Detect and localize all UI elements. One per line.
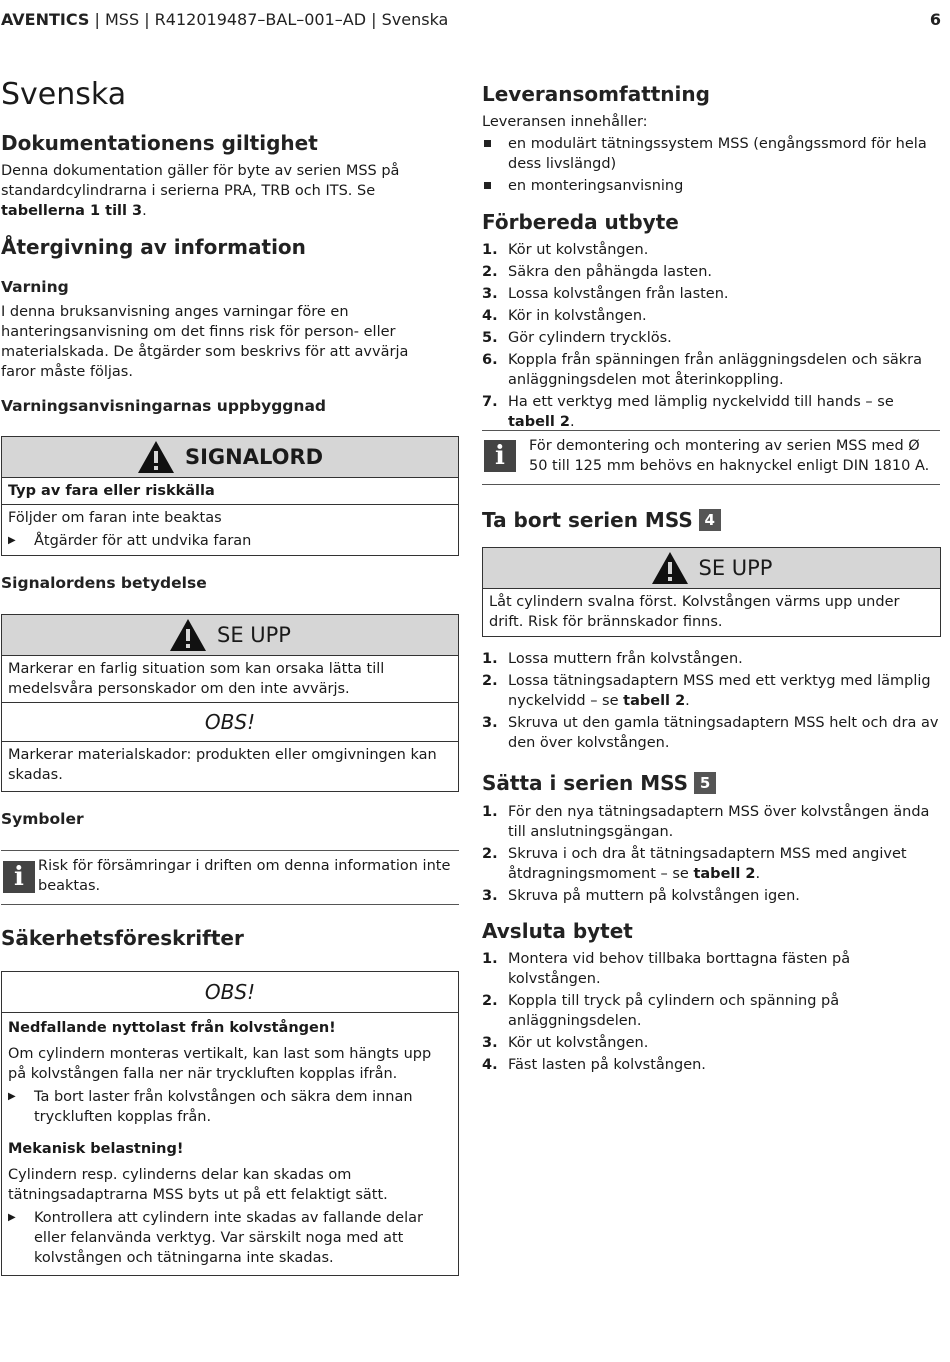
hazard-action: ▶ Åtgärder för att undvika faran <box>8 533 252 549</box>
signalword-label: SIGNALORD <box>184 445 324 469</box>
language-title: Svenska <box>1 77 127 112</box>
page-number: 6 <box>929 10 941 29</box>
list-item: 1. För den nya tätningsadaptern MSS över kolvstången ända till anslutningsgängan. <box>482 804 930 840</box>
insert-heading: Sätta i serien MSS 5 <box>482 770 716 796</box>
finish-steps <box>482 949 940 1077</box>
info-heading: Återgivning av information <box>1 235 306 259</box>
list-item: 1. Montera vid behov tillbaka borttagna fästen på kolvstången. <box>482 951 851 987</box>
safety-a2: ▶ Kontrollera att cylindern inte skadas av fallande delar eller felanvända verktyg. Var särskilt noga med att kolvstången och tätningarna inte skadas. <box>8 1210 423 1266</box>
warning-heading: Varning <box>1 278 69 296</box>
info-icon: i <box>484 440 516 472</box>
arrow-right-icon: ▶ <box>8 535 16 546</box>
signalword-box <box>1 436 459 556</box>
warning-triangle-icon <box>137 440 175 474</box>
list-item: 3. Skruva ut den gamla tätningsadaptern MSS helt och dra av den över kolvstången. <box>482 715 939 751</box>
prepare-steps <box>482 240 940 434</box>
info-icon: i <box>3 861 35 893</box>
list-item: 3. Skruva på muttern på kolvstången igen. <box>482 888 800 904</box>
signalword-bar <box>2 437 458 478</box>
prepare-heading: Förbereda utbyte <box>482 210 679 234</box>
seupp-text: Markerar en farlig situation som kan orsaka lätta till medelsvåra personskador om den inte avvärjs. <box>8 661 385 697</box>
brand-name: AVENTICS <box>1 10 90 29</box>
meaning-heading: Signalordens betydelse <box>1 574 207 592</box>
list-item: 7. Ha ett verktyg med lämplig nyckelvidd till hands – se tabell 2. <box>482 394 894 430</box>
obs-label: OBS! <box>2 703 458 742</box>
safety-h1: Nedfallande nyttolast från kolvstången! <box>8 1020 336 1036</box>
delivery-intro: Leveransen innehåller: <box>482 114 648 130</box>
warning-text: I denna bruksanvisning anges varningar före en hanteringsanvisning om det finns risk för person- eller materialskada. De åtgärder som beskrivs för att avvärja faror måste följas. <box>1 304 409 380</box>
delivery-item: en monteringsanvisning <box>482 176 940 196</box>
list-item: 6. Koppla från spänningen från anläggningsdelen och säkra anläggningsdelen mot återinkoppling. <box>482 352 923 388</box>
remove-warning-box <box>482 547 941 637</box>
prepare-info-text: För demontering och montering av serien MSS med Ø 50 till 125 mm behövs en haknyckel enligt DIN 1810 A. <box>529 438 930 474</box>
finish-heading: Avsluta bytet <box>482 919 633 943</box>
list-item: 4. Kör in kolvstången. <box>482 308 647 324</box>
list-item: 2. Säkra den påhängda lasten. <box>482 264 712 280</box>
symbols-heading: Symboler <box>1 810 84 828</box>
seupp-bar <box>483 548 940 589</box>
page-header <box>1 10 941 30</box>
list-item: 3. Kör ut kolvstången. <box>482 1035 649 1051</box>
list-item: 1. Kör ut kolvstången. <box>482 242 649 258</box>
remove-heading: Ta bort serien MSS 4 <box>482 507 721 533</box>
symbols-text: Risk för försämringar i driften om denna information inte beaktas. <box>38 858 451 894</box>
hazard-type: Typ av fara eller riskkälla <box>8 483 215 499</box>
delivery-item: en modulärt tätningssystem MSS (engångssmord för hela dess livslängd) <box>482 134 940 174</box>
validity-heading: Dokumentationens giltighet <box>1 131 318 155</box>
validity-text: Denna dokumentation gäller för byte av serien MSS på standardcylindrarna i serierna PRA, TRB och ITS. Se tabellerna 1 till 3. <box>1 163 400 219</box>
list-item: 5. Gör cylindern trycklös. <box>482 330 672 346</box>
list-item: 1. Lossa muttern från kolvstången. <box>482 651 743 667</box>
seupp-label: SE UPP <box>217 623 291 647</box>
safety-box <box>1 971 459 1276</box>
safety-a1: ▶ Ta bort laster från kolvstången och säkra dem innan tryckluften kopplas från. <box>8 1089 413 1125</box>
obs-text: Markerar materialskador: produkten eller omgivningen kan skadas. <box>8 747 437 783</box>
safety-obs-label: OBS! <box>2 972 458 1013</box>
safety-heading: Säkerhetsföreskrifter <box>1 926 244 950</box>
seupp-bar <box>2 615 458 656</box>
list-item: 4. Fäst lasten på kolvstången. <box>482 1057 706 1073</box>
warning-triangle-icon <box>651 551 689 585</box>
safety-t1: Om cylindern monteras vertikalt, kan last som hängts upp på kolvstången falla ner när tryckluften kopplas ifrån. <box>8 1046 432 1082</box>
safety-h2: Mekanisk belastning! <box>8 1141 184 1157</box>
seupp-label: SE UPP <box>698 556 773 580</box>
warning-triangle-icon <box>169 618 207 652</box>
figure-number: 5 <box>694 772 716 794</box>
delivery-block <box>482 112 940 198</box>
doc-reference: | MSS | R412019487–BAL–001–AD | Svenska <box>89 10 449 29</box>
list-item: 2. Koppla till tryck på cylindern och spänning på anläggningsdelen. <box>482 993 840 1029</box>
delivery-heading: Leveransomfattning <box>482 82 710 106</box>
list-item: 2. Skruva i och dra åt tätningsadaptern MSS med angivet åtdragningsmoment – se tabell 2. <box>482 846 907 882</box>
insert-steps <box>482 802 940 908</box>
arrow-right-icon: ▶ <box>8 1212 16 1223</box>
arrow-right-icon: ▶ <box>8 1091 16 1102</box>
hazard-consequence: Följder om faran inte beaktas <box>8 510 222 526</box>
figure-number: 4 <box>699 509 721 531</box>
remove-warning-text: Låt cylindern svalna först. Kolvstången värms upp under drift. Risk för brännskador finns. <box>489 594 900 630</box>
structure-heading: Varningsanvisningarnas uppbyggnad <box>1 397 326 415</box>
remove-steps <box>482 649 940 755</box>
signal-meaning-box <box>1 614 459 792</box>
list-item: 2. Lossa tätningsadaptern MSS med ett verktyg med lämplig nyckelvidd – se tabell 2. <box>482 673 931 709</box>
list-item: 3. Lossa kolvstången från lasten. <box>482 286 729 302</box>
safety-t2: Cylindern resp. cylinderns delar kan skadas om tätningsadaptrarna MSS byts ut på ett felaktigt sätt. <box>8 1167 388 1203</box>
